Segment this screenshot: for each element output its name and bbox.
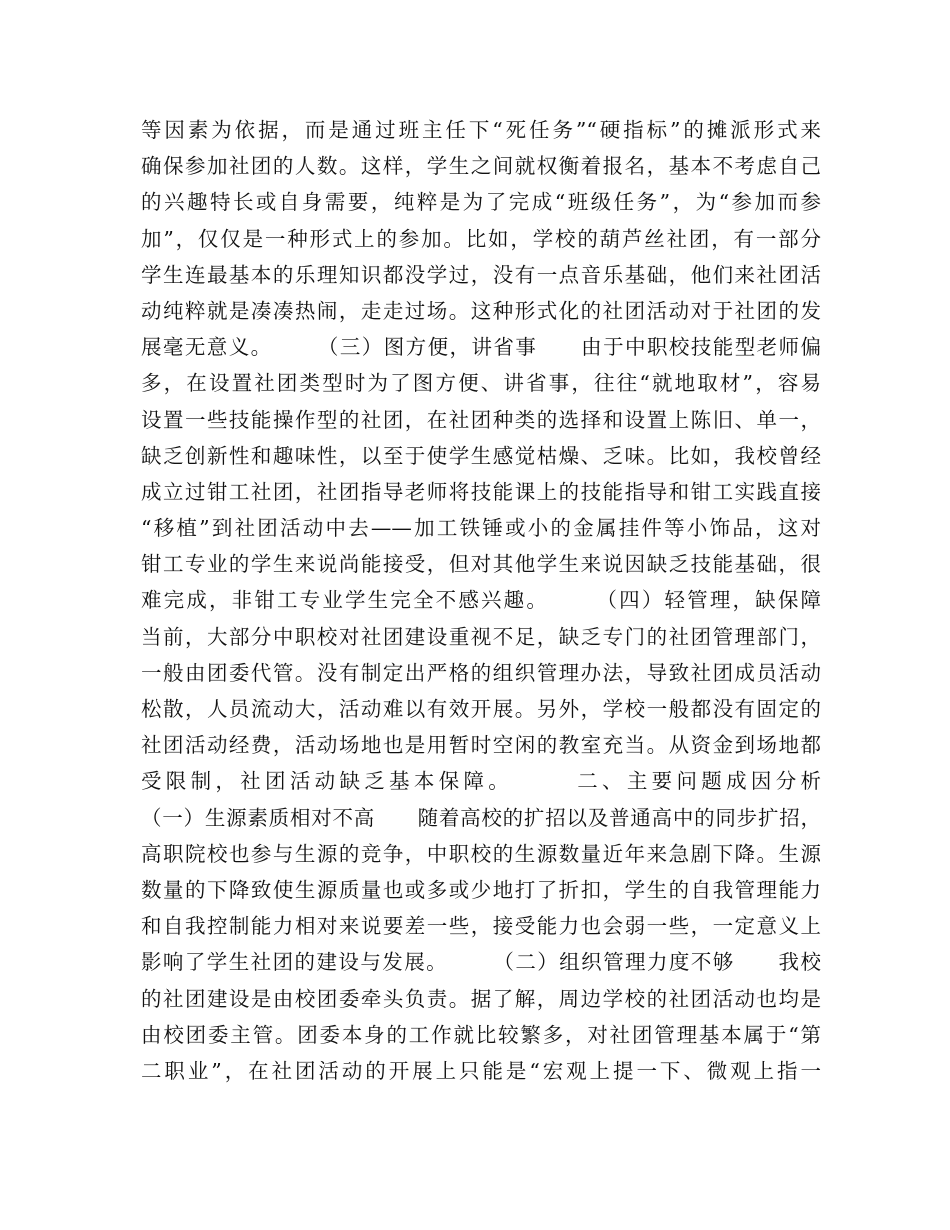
text-line: 缺乏创新性和趣味性，以至于使学生感觉枯燥、乏味。比如，我校曾经 (141, 443, 821, 468)
text-line: 动纯粹就是凑凑热闹，走走过场。这种形式化的社团活动对于社团的发 (141, 298, 821, 323)
text-line: 钳工专业的学生来说尚能接受，但对其他学生来说因缺乏技能基础，很 (141, 552, 821, 577)
text-line: 数量的下降致使生源质量也或多或少地打了折扣，学生的自我管理能力 (141, 877, 821, 902)
text-line: 确保参加社团的人数。这样，学生之间就权衡着报名，基本不考虑自己 (141, 154, 821, 179)
text-line: 和自我控制能力相对来说要差一些，接受能力也会弱一些，一定意义上 (141, 914, 821, 939)
text-line: 影响了学生社团的建设与发展。 （二）组织管理力度不够 我校 (141, 950, 821, 975)
text-line: 的社团建设是由校团委牵头负责。据了解，周边学校的社团活动也均是 (141, 986, 821, 1011)
text-line: “移植”到社团活动中去——加工铁锤或小的金属挂件等小饰品，这对 (141, 516, 821, 541)
text-line: 社团活动经费，活动场地也是用暂时空闲的教室充当。从资金到场地都 (141, 733, 821, 758)
text-line: （一）生源素质相对不高 随着高校的扩招以及普通高中的同步扩招， (141, 805, 821, 830)
text-line: 一般由团委代管。没有制定出严格的组织管理办法，导致社团成员活动 (141, 660, 821, 685)
text-line: 成立过钳工社团，社团指导老师将技能课上的技能指导和钳工实践直接 (141, 479, 821, 504)
text-line: 展毫无意义。 （三）图方便，讲省事 由于中职校技能型老师偏 (141, 335, 821, 360)
text-line: 高职院校也参与生源的竞争，中职校的生源数量近年来急剧下降。生源 (141, 841, 821, 866)
text-line: 的兴趣特长或自身需要，纯粹是为了完成“班级任务”，为“参加而参 (141, 190, 821, 215)
text-line: 难完成，非钳工专业学生完全不感兴趣。 （四）轻管理，缺保障 (141, 588, 821, 613)
text-line: 受限制，社团活动缺乏基本保障。 二、主要问题成因分析 (141, 769, 821, 794)
text-line: 由校团委主管。团委本身的工作就比较繁多，对社团管理基本属于“第 (141, 1022, 821, 1047)
text-line: 设置一些技能操作型的社团，在社团种类的选择和设置上陈旧、单一， (141, 407, 821, 432)
text-line: 加”，仅仅是一种形式上的参加。比如，学校的葫芦丝社团，有一部分 (141, 226, 821, 251)
text-line: 等因素为依据，而是通过班主任下“死任务”“硬指标”的摊派形式来 (141, 118, 821, 142)
body-text (141, 112, 821, 1089)
text-line: 二职业”，在社团活动的开展上只能是“宏观上提一下、微观上指一 (141, 1058, 821, 1083)
text-line: 多，在设置社团类型时为了图方便、讲省事，往往“就地取材”，容易 (141, 371, 821, 396)
text-line: 松散，人员流动大，活动难以有效开展。另外，学校一般都没有固定的 (141, 697, 821, 721)
text-line: 当前，大部分中职校对社团建设重视不足，缺乏专门的社团管理部门， (141, 624, 821, 649)
text-line: 学生连最基本的乐理知识都没学过，没有一点音乐基础，他们来社团活 (141, 262, 821, 287)
